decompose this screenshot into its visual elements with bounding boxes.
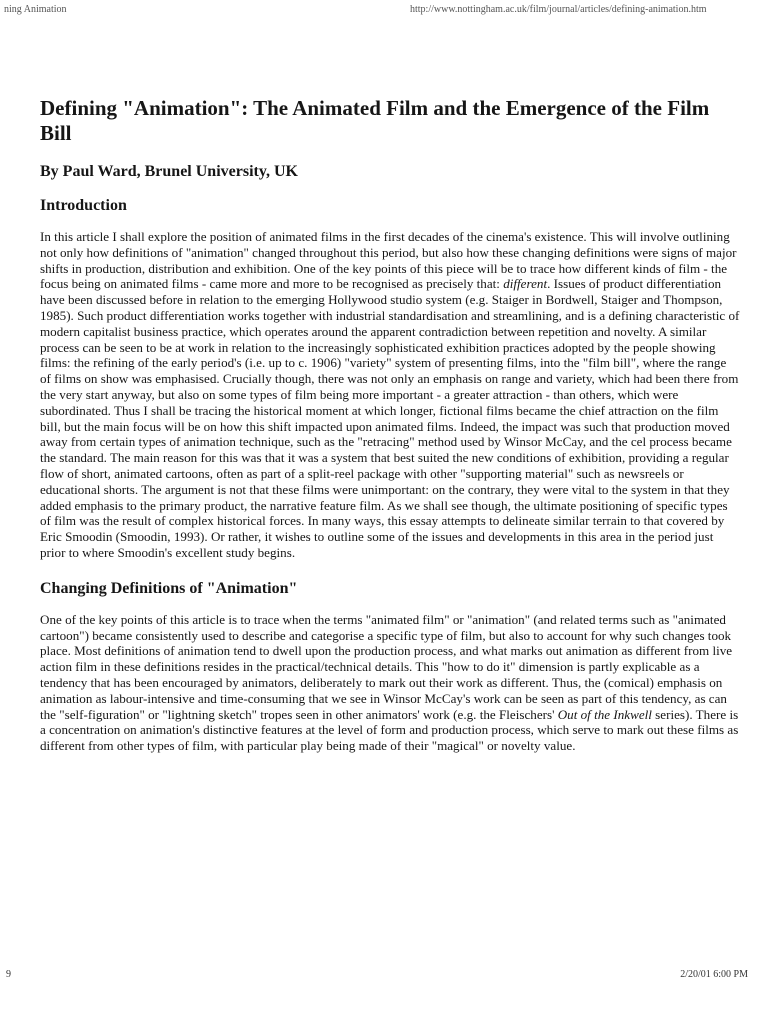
print-timestamp: 2/20/01 6:00 PM [680,969,748,980]
page-number: 9 [6,969,11,980]
browser-header-title: ning Animation [4,4,67,15]
intro-text-part-1: In this article I shall explore the position of animated films in the first decades of the cinema's existence. This will involve outlining not only how definitions of "animation" changed throughout this period, but also how these changing definitions were signs of major shifts in production, distribution and exhibition. One of the key points of this piece will be to trace how different kinds of film - the focus being on animated films - came more and more to be recognised as precisely that: [40,229,737,292]
intro-emphasis: different [503,276,548,292]
article-body [40,96,740,772]
section2-paragraph [40,612,740,754]
intro-paragraph [40,229,740,561]
intro-text-part-2: . Issues of product differentiation have been discussed before in relation to the emerging Hollywood studio system (e.g. Staiger in Bordwell, Staiger and Thompson, 1985). Such product differentiation works together with industrial standardisation and streamlining, and is a defining characteristic of modern capitalist business practice, which operates around the apparent contradiction between repetition and novelty. A similar process can be seen to be at work in relation to the increasingly sophisticated exhibition practices adopted by the people showing films: the refining of the early period's (i.e. up to c. 1906) "variety" system of presenting films, into the "film bill", where the range of films on show was emphasised. Crucially though, there was not only an emphasis on range and variety, which had been there from the very start anyway, but also on some types of film being more important - a greater attraction - than others, which were subordinated. Thus I shall be tracing the historical moment at which longer, fictional films became the chief attraction on the film bill, but the main focus will be on how this shift impacted upon animated films. Indeed, the impact was such that production moved away from certain types of animation technique, such as the "retracing" method used by Winsor McCay, and the cel process became the standard. The main reason for this was that it was a system that best suited the new conditions of exhibition, providing a regular flow of short, animated cartoons, often as part of a split-reel package with other "supporting material" such as newsreels or educational shorts. The argument is not that these films were unimportant: on the contrary, they were vital to the system in that they added emphasis to the primary product, the narrative feature film. As we shall see though, the ultimate positioning of specific types of film was the result of complex historical forces. In many ways, this essay attempts to delineate similar terrain to that covered by Eric Smoodin (Smoodin, 1993). Or rather, it wishes to outline some of the issues and developments in this area in the period just prior to where Smoodin's excellent study begins. [40,276,740,560]
article-title: Defining "Animation": The Animated Film and the Emergence of the Film Bill [40,96,710,145]
section2-emphasis-title: Out of the Inkwell [557,706,652,722]
section-heading-introduction: Introduction [40,197,127,214]
author-byline: By Paul Ward, Brunel University, UK [40,163,298,180]
section2-text-part-2: series). There is a concentration on animation's distinctive features at the level of form and production process, which serve to mark out these films as different from other types of film, with particular play being made of their "magical" or novelty value. [40,706,739,754]
section-heading-changing-definitions: Changing Definitions of "Animation" [40,579,298,597]
browser-header-url: http://www.nottingham.ac.uk/film/journal/articles/defining-animation.htm [410,4,707,15]
section2-text-part-1: One of the key points of this article is to trace when the terms "animated film" or "animation" (and related terms such as "animated cartoon") became consistently used to describe and categorise a specific type of film, but also to account for why such changes took place. Most definitions of animation tend to dwell upon the production process, and what marks out animation as different from live action film in these definitions resides in the practical/technical details. This "how to do it" dimension is partly explicable as a tendency that has been encouraged by animators, deliberately to mark out their work as different. Thus, the (comical) emphasis on animation as labour-intensive and time-consuming that we see in Winsor McCay's work can be seen as part of this tendency, as can the "self-figuration" or "lightning sketch" tropes seen in other animators' work (e.g. the Fleischers' [40,611,733,722]
